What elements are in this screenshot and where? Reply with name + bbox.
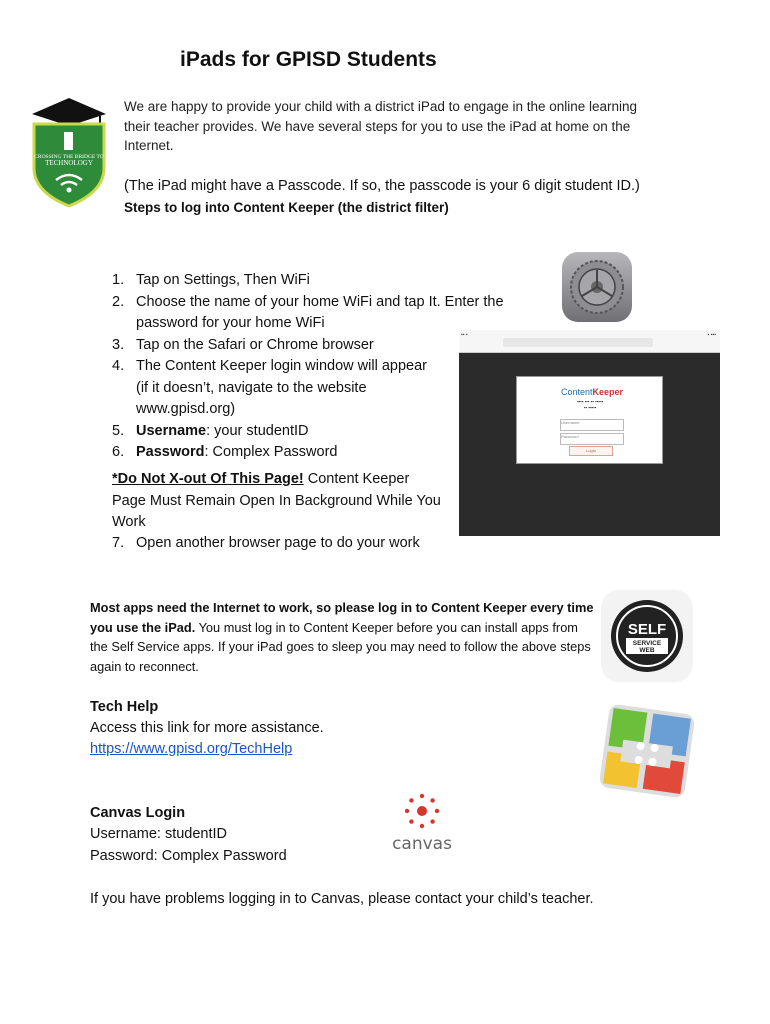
login-panel: ContentKeeper ▪▪▪▪ ▪▪▪ ▪▪ ▪▪▪▪▪ ▪▪ ▪▪▪▪▪ Username Password Login — [516, 376, 663, 464]
step-number: 5. — [112, 422, 125, 439]
username-field: Username — [560, 419, 624, 431]
step-text: The Content Keeper login window will appear (if it doesn’t, navigate to the website www.gpisd.org) — [136, 358, 427, 417]
content-keeper-screenshot — [459, 330, 720, 536]
step-number: 3. — [112, 336, 125, 353]
tech-help-text: Access this link for more assistance. — [90, 720, 324, 736]
tech-help-heading: Tech Help — [90, 699, 159, 715]
list-item — [112, 292, 532, 335]
warning-bold: *Do Not X-out Of This Page! — [112, 471, 304, 487]
logo-text-line2: TECHNOLOGY — [45, 159, 93, 167]
apps-bold: Most apps need the Internet to work, so please log in to Content Keeper every time you use the iPad. — [90, 600, 594, 635]
logo-text-line1: CROSSING THE BRIDGE TO — [34, 154, 104, 160]
list-item — [112, 270, 532, 292]
gear-icon — [562, 252, 632, 322]
step-number: 1. — [112, 272, 125, 288]
apps-paragraph — [90, 598, 595, 676]
content-keeper-logo: ContentKeeper — [561, 387, 624, 397]
canvas-username: Username: studentID — [90, 826, 228, 842]
final-note: If you have problems logging in to Canvas, please contact your child’s teacher. — [90, 891, 594, 907]
step-text: : your studentID — [206, 422, 309, 439]
intro-paragraph: We are happy to provide your child with a district iPad to engage in the online learning their teacher provides. We have several steps for you to use the iPad at home on the Internet. — [124, 99, 638, 153]
step-number: 4. — [112, 358, 125, 374]
settings-app-icon — [562, 252, 632, 322]
steps-heading: Steps to log into Content Keeper (the district filter) — [124, 200, 449, 215]
tech-help-link[interactable]: https://www.gpisd.org/TechHelp — [90, 741, 293, 757]
step-text: Tap on the Safari or Chrome browser — [136, 336, 374, 353]
passcode-text: (The iPad might have a Passcode. If so, the passcode is your 6 digit student ID.) — [124, 178, 640, 194]
self-service-icon — [601, 590, 693, 682]
apps-text: You must log in to Content Keeper before you can install apps from the Self Service apps. If your iPad goes to sleep you may need to follow the above steps again to reconnect. — [90, 619, 591, 674]
canvas-heading: Canvas Login — [90, 805, 186, 821]
step-label: Password — [136, 444, 205, 460]
list-item — [112, 533, 532, 555]
canvas-logo-text: canvas — [392, 834, 452, 853]
page-title: iPads for GPISD Students — [180, 48, 437, 71]
step-text: Open another browser page to do your work — [136, 535, 420, 551]
passcode-note — [124, 176, 684, 218]
list-item — [112, 356, 436, 421]
password-field: Password — [560, 433, 624, 445]
step-label: Username — [136, 422, 207, 439]
step-number: 2. — [112, 293, 125, 310]
step-number: 6. — [112, 444, 125, 460]
canvas-logo — [384, 793, 460, 853]
step-text: : Complex Password — [204, 444, 338, 460]
step-text: Choose the name of your home WiFi and tap It. Enter the password for your home WiFi — [136, 293, 504, 331]
app-catalog-icon — [596, 703, 698, 799]
browser-bar: ▪▪ ▪ ▪ ▪▪▪ — [459, 330, 720, 353]
warning-note — [112, 469, 442, 534]
step-text: Tap on Settings, Then WiFi — [136, 272, 310, 288]
self-service-line2: SERVICE — [632, 640, 662, 647]
canvas-password: Password: Complex Password — [90, 848, 287, 864]
login-button: Login — [569, 446, 613, 456]
step-number: 7. — [112, 535, 125, 551]
self-service-line1: SELF — [627, 621, 667, 638]
district-logo — [26, 96, 112, 208]
self-service-line3: WEB — [639, 647, 655, 654]
warning-text: Content Keeper Page Must Remain Open In Background While You Work — [112, 471, 441, 530]
